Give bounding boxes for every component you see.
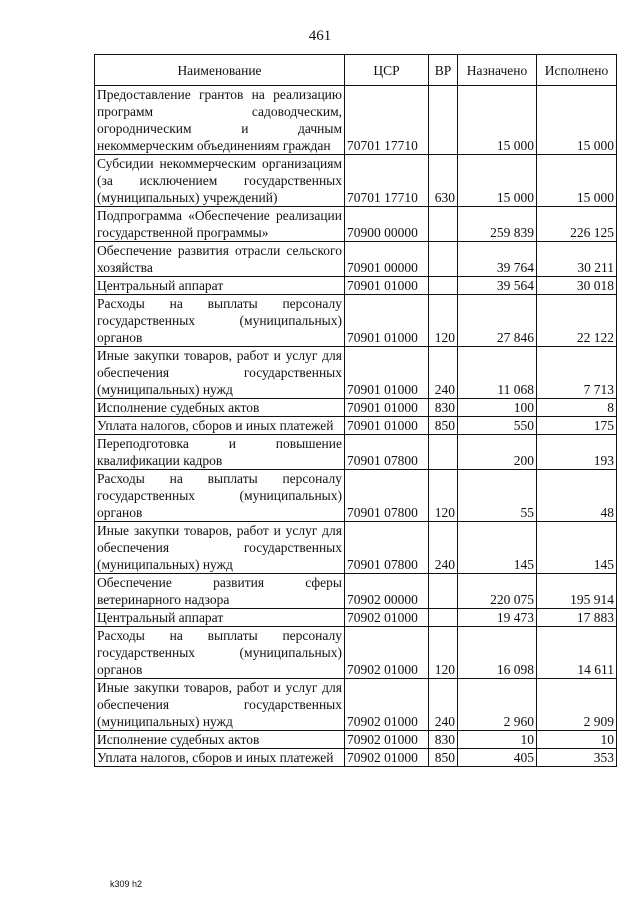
row-csr-cell: 70901 01000 xyxy=(345,277,429,295)
row-planned-cell: 220 075 xyxy=(458,574,537,609)
table-row xyxy=(95,155,617,207)
row-planned-cell: 259 839 xyxy=(458,207,537,242)
table-row xyxy=(95,295,617,347)
table-header xyxy=(95,55,617,86)
row-name-cell: Уплата налогов, сборов и иных платежей xyxy=(95,417,345,435)
row-planned-cell: 550 xyxy=(458,417,537,435)
row-planned-cell: 16 098 xyxy=(458,627,537,679)
row-executed-cell: 193 xyxy=(537,435,617,470)
row-planned-cell: 39 764 xyxy=(458,242,537,277)
header-csr: ЦСР xyxy=(345,55,429,86)
row-csr-cell: 70901 07800 xyxy=(345,522,429,574)
row-name-cell: Предоставление грантов на реализацию программ садоводческим, огородническим и дачным некоммерческим объединениям граждан xyxy=(95,86,345,155)
row-executed-cell: 8 xyxy=(537,399,617,417)
row-planned-cell: 15 000 xyxy=(458,86,537,155)
row-executed-cell: 10 xyxy=(537,731,617,749)
row-name-cell: Центральный аппарат xyxy=(95,277,345,295)
row-name-cell: Иные закупки товаров, работ и услуг для обеспечения государственных (муниципальных) нужд xyxy=(95,347,345,399)
row-csr-cell: 70901 07800 xyxy=(345,435,429,470)
row-executed-cell: 7 713 xyxy=(537,347,617,399)
row-csr-cell: 70902 01000 xyxy=(345,749,429,767)
row-planned-cell: 100 xyxy=(458,399,537,417)
row-vr-cell xyxy=(429,435,458,470)
row-name-cell: Расходы на выплаты персоналу государственных (муниципальных) органов xyxy=(95,295,345,347)
table-row xyxy=(95,679,617,731)
table-row xyxy=(95,242,617,277)
row-csr-cell: 70902 01000 xyxy=(345,679,429,731)
header-executed: Исполнено xyxy=(537,55,617,86)
table-row xyxy=(95,277,617,295)
table-row xyxy=(95,749,617,767)
row-planned-cell: 145 xyxy=(458,522,537,574)
table-row xyxy=(95,435,617,470)
row-planned-cell: 2 960 xyxy=(458,679,537,731)
header-row xyxy=(95,55,617,86)
row-csr-cell: 70902 01000 xyxy=(345,627,429,679)
table-row xyxy=(95,86,617,155)
row-executed-cell: 14 611 xyxy=(537,627,617,679)
row-executed-cell: 30 018 xyxy=(537,277,617,295)
row-vr-cell: 850 xyxy=(429,749,458,767)
row-vr-cell xyxy=(429,277,458,295)
table-row xyxy=(95,207,617,242)
row-planned-cell: 27 846 xyxy=(458,295,537,347)
row-vr-cell: 240 xyxy=(429,347,458,399)
footer-code: k309 h2 xyxy=(110,879,143,889)
row-vr-cell: 830 xyxy=(429,399,458,417)
row-vr-cell xyxy=(429,609,458,627)
row-planned-cell: 200 xyxy=(458,435,537,470)
row-name-cell: Иные закупки товаров, работ и услуг для обеспечения государственных (муниципальных) нужд xyxy=(95,679,345,731)
table-row xyxy=(95,522,617,574)
table-row xyxy=(95,417,617,435)
row-planned-cell: 405 xyxy=(458,749,537,767)
row-planned-cell: 19 473 xyxy=(458,609,537,627)
row-name-cell: Обеспечение развития сферы ветеринарного надзора xyxy=(95,574,345,609)
row-vr-cell: 120 xyxy=(429,470,458,522)
row-csr-cell: 70902 00000 xyxy=(345,574,429,609)
row-vr-cell xyxy=(429,207,458,242)
row-executed-cell: 2 909 xyxy=(537,679,617,731)
row-name-cell: Переподготовка и повышение квалификации кадров xyxy=(95,435,345,470)
row-vr-cell: 120 xyxy=(429,627,458,679)
row-csr-cell: 70701 17710 xyxy=(345,86,429,155)
row-name-cell: Исполнение судебных актов xyxy=(95,731,345,749)
row-executed-cell: 17 883 xyxy=(537,609,617,627)
row-csr-cell: 70901 01000 xyxy=(345,399,429,417)
table-body xyxy=(95,86,617,767)
row-planned-cell: 55 xyxy=(458,470,537,522)
row-name-cell: Субсидии некоммерческим организациям (за исключением государственных (муниципальных) учреждений) xyxy=(95,155,345,207)
row-csr-cell: 70701 17710 xyxy=(345,155,429,207)
row-executed-cell: 145 xyxy=(537,522,617,574)
row-executed-cell: 22 122 xyxy=(537,295,617,347)
table-row xyxy=(95,347,617,399)
table-row xyxy=(95,470,617,522)
row-name-cell: Подпрограмма «Обеспечение реализации государственной программы» xyxy=(95,207,345,242)
budget-table xyxy=(94,54,617,767)
header-planned: Назначено xyxy=(458,55,537,86)
row-name-cell: Уплата налогов, сборов и иных платежей xyxy=(95,749,345,767)
row-name-cell: Обеспечение развития отрасли сельского хозяйства xyxy=(95,242,345,277)
row-name-cell: Иные закупки товаров, работ и услуг для обеспечения государственных (муниципальных) нужд xyxy=(95,522,345,574)
table-row xyxy=(95,627,617,679)
table-row xyxy=(95,399,617,417)
row-csr-cell: 70901 01000 xyxy=(345,295,429,347)
table-row xyxy=(95,609,617,627)
row-executed-cell: 195 914 xyxy=(537,574,617,609)
row-executed-cell: 175 xyxy=(537,417,617,435)
row-planned-cell: 10 xyxy=(458,731,537,749)
row-csr-cell: 70900 00000 xyxy=(345,207,429,242)
row-vr-cell xyxy=(429,86,458,155)
row-vr-cell: 830 xyxy=(429,731,458,749)
row-vr-cell: 120 xyxy=(429,295,458,347)
row-executed-cell: 226 125 xyxy=(537,207,617,242)
row-executed-cell: 30 211 xyxy=(537,242,617,277)
row-csr-cell: 70902 01000 xyxy=(345,609,429,627)
row-csr-cell: 70901 07800 xyxy=(345,470,429,522)
row-executed-cell: 15 000 xyxy=(537,86,617,155)
header-vr: ВР xyxy=(429,55,458,86)
table-row xyxy=(95,731,617,749)
row-executed-cell: 353 xyxy=(537,749,617,767)
row-executed-cell: 15 000 xyxy=(537,155,617,207)
row-vr-cell xyxy=(429,574,458,609)
header-name: Наименование xyxy=(95,55,345,86)
row-executed-cell: 48 xyxy=(537,470,617,522)
row-vr-cell: 630 xyxy=(429,155,458,207)
row-name-cell: Исполнение судебных актов xyxy=(95,399,345,417)
row-vr-cell: 240 xyxy=(429,522,458,574)
row-name-cell: Центральный аппарат xyxy=(95,609,345,627)
row-name-cell: Расходы на выплаты персоналу государственных (муниципальных) органов xyxy=(95,627,345,679)
row-vr-cell: 850 xyxy=(429,417,458,435)
row-csr-cell: 70901 01000 xyxy=(345,417,429,435)
row-name-cell: Расходы на выплаты персоналу государственных (муниципальных) органов xyxy=(95,470,345,522)
row-csr-cell: 70901 00000 xyxy=(345,242,429,277)
row-planned-cell: 39 564 xyxy=(458,277,537,295)
row-planned-cell: 15 000 xyxy=(458,155,537,207)
row-csr-cell: 70901 01000 xyxy=(345,347,429,399)
table-row xyxy=(95,574,617,609)
row-csr-cell: 70902 01000 xyxy=(345,731,429,749)
row-vr-cell xyxy=(429,242,458,277)
row-planned-cell: 11 068 xyxy=(458,347,537,399)
row-vr-cell: 240 xyxy=(429,679,458,731)
page-number: 461 xyxy=(308,28,332,44)
